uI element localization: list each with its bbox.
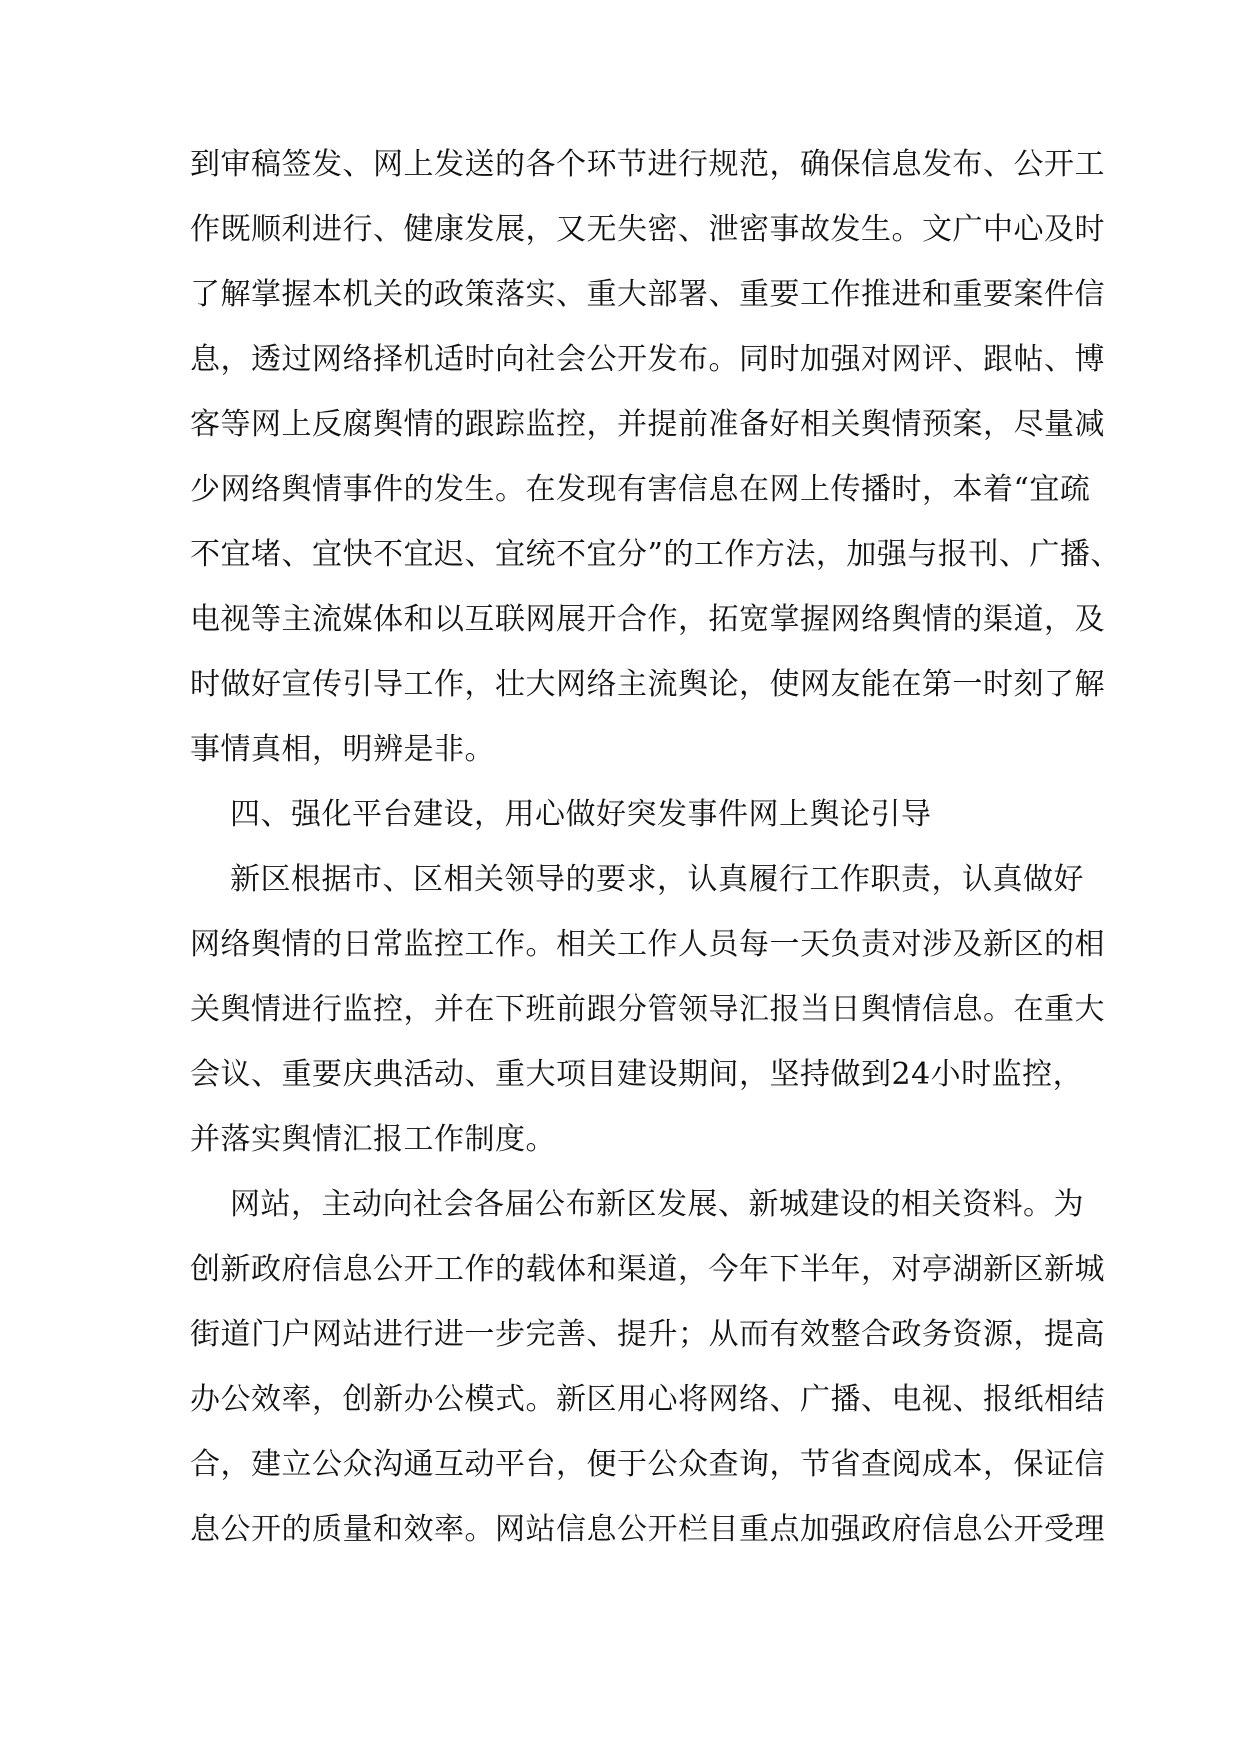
text-line: 街道门户网站进行进一步完善、提升；从而有效整合政务资源，提高	[190, 1317, 1105, 1352]
text-line: 客等网上反腐舆情的跟踪监控，并提前准备好相关舆情预案，尽量减	[190, 407, 1105, 442]
text-line: 时做好宣传引导工作，壮大网络主流舆论，使网友能在第一时刻了解	[190, 667, 1105, 702]
text-line: 少网络舆情事件的发生。在发现有害信息在网上传播时，本着“宜疏	[190, 472, 1091, 507]
text-line: 创新政府信息公开工作的载体和渠道，今年下半年，对亭湖新区新城	[190, 1252, 1105, 1287]
text-line: 了解掌握本机关的政策落实、重大部署、重要工作推进和重要案件信	[190, 277, 1105, 312]
text-line: 办公效率，创新办公模式。新区用心将网络、广播、电视、报纸相结	[190, 1382, 1105, 1417]
text-line: 网站，主动向社会各届公布新区发展、新城建设的相关资料。为	[230, 1187, 1084, 1222]
text-line: 合，建立公众沟通互动平台，便于公众查询，节省查阅成本，保证信	[190, 1447, 1105, 1482]
text-line: 电视等主流媒体和以互联网展开合作，拓宽掌握网络舆情的渠道，及	[190, 602, 1105, 637]
text-line: 关舆情进行监控，并在下班前跟分管领导汇报当日舆情信息。在重大	[190, 992, 1105, 1027]
text-line: 到审稿签发、网上发送的各个环节进行规范，确保信息发布、公开工	[190, 147, 1105, 182]
text-line: 并落实舆情汇报工作制度。	[190, 1122, 556, 1157]
text-line: 不宜堵、宜快不宜迟、宜统不宜分”的工作方法，加强与报刊、广播、	[190, 537, 1121, 572]
section-heading: 四、强化平台建设，用心做好突发事件网上舆论引导	[230, 797, 932, 832]
text-line: 网络舆情的日常监控工作。相关工作人员每一天负责对涉及新区的相	[190, 927, 1105, 962]
text-line: 会议、重要庆典活动、重大项目建设期间，坚持做到24小时监控，	[190, 1057, 1084, 1092]
text-line: 事情真相，明辨是非。	[190, 732, 495, 767]
text-line: 作既顺利进行、健康发展，又无失密、泄密事故发生。文广中心及时	[190, 212, 1105, 247]
text-line: 息，透过网络择机适时向社会公开发布。同时加强对网评、跟帖、博	[190, 342, 1105, 377]
text-line: 息公开的质量和效率。网站信息公开栏目重点加强政府信息公开受理	[190, 1512, 1105, 1547]
text-line: 新区根据市、区相关领导的要求，认真履行工作职责，认真做好	[230, 862, 1084, 897]
